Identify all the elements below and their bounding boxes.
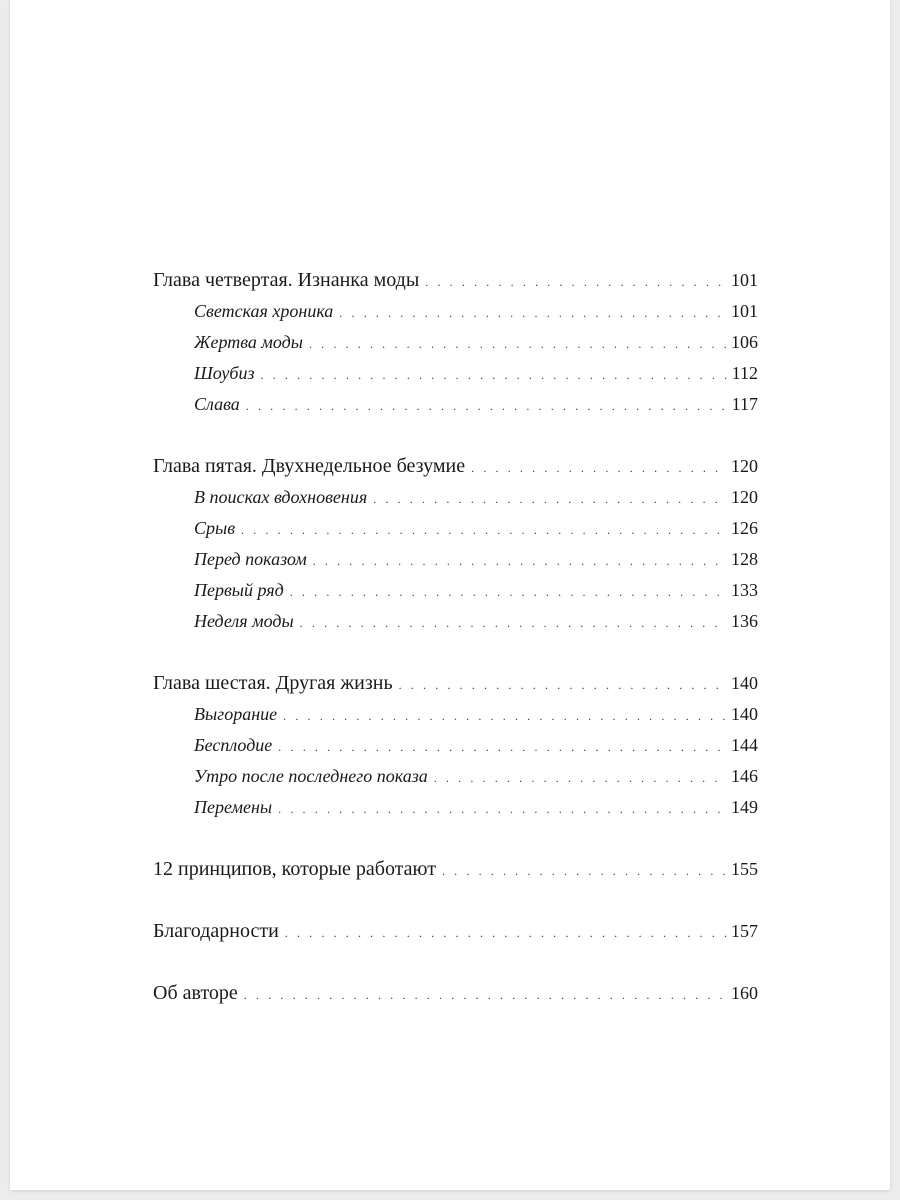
toc-entry-title: Срыв <box>194 518 236 538</box>
toc-section <box>153 699 758 730</box>
toc-section <box>153 482 758 513</box>
toc-chapter-4 <box>153 265 758 296</box>
toc-entry-page: 101 <box>731 301 758 321</box>
toc-entry-title: Первый ряд <box>194 580 284 600</box>
toc-entry-title: Глава шестая. Другая жизнь <box>153 672 393 694</box>
toc-section <box>153 730 758 761</box>
toc-entry-title: Бесплодие <box>194 735 273 755</box>
toc-section <box>153 296 758 327</box>
dot-leader <box>434 763 727 794</box>
toc-entry-title: Перемены <box>194 797 273 817</box>
dot-leader <box>399 670 727 701</box>
dot-leader <box>260 360 727 391</box>
toc-spacer <box>153 885 758 916</box>
dot-leader <box>278 732 727 763</box>
dot-leader <box>339 298 727 329</box>
dot-leader <box>471 453 727 484</box>
toc-entry-title: Жертва моды <box>194 332 303 352</box>
toc-principles <box>153 854 758 885</box>
toc-section <box>153 513 758 544</box>
toc-entry-page: 146 <box>731 766 758 786</box>
toc-entry-page: 112 <box>731 363 758 383</box>
dot-leader <box>283 701 727 732</box>
toc-section <box>153 389 758 420</box>
toc-section <box>153 544 758 575</box>
toc-spacer <box>153 947 758 978</box>
toc-entry-title: 12 принципов, которые работают <box>153 858 436 880</box>
dot-leader <box>425 267 727 298</box>
dot-leader <box>300 608 727 639</box>
toc-entry-title: Светская хроника <box>194 301 334 321</box>
toc-entry-title: Утро после последнего показа <box>194 766 428 786</box>
toc-spacer <box>153 823 758 854</box>
dot-leader <box>246 391 728 422</box>
toc-section <box>153 792 758 823</box>
toc-spacer <box>153 420 758 451</box>
toc-entry-title: Благодарности <box>153 920 279 942</box>
dot-leader <box>313 546 727 577</box>
toc-spacer <box>153 637 758 668</box>
dot-leader <box>290 577 727 608</box>
table-of-contents <box>153 265 758 1009</box>
toc-section <box>153 606 758 637</box>
toc-entry-title: Неделя моды <box>194 611 294 631</box>
toc-entry-title: Выгорание <box>194 704 278 724</box>
dot-leader <box>278 794 727 825</box>
toc-entry-title: Глава пятая. Двухнедельное безумие <box>153 455 466 477</box>
toc-section <box>153 761 758 792</box>
toc-entry-page: 126 <box>731 518 758 538</box>
toc-entry-page: 157 <box>731 921 758 941</box>
dot-leader <box>244 980 727 1011</box>
toc-entry-page: 133 <box>731 580 758 600</box>
toc-entry-title: Глава четвертая. Изнанка моды <box>153 269 420 291</box>
dot-leader <box>285 918 727 949</box>
toc-chapter-5 <box>153 451 758 482</box>
toc-entry-page: 106 <box>731 332 758 352</box>
toc-section <box>153 358 758 389</box>
toc-entry-title: Об авторе <box>153 982 238 1004</box>
dot-leader <box>309 329 727 360</box>
toc-entry-page: 155 <box>731 859 758 879</box>
toc-entry-page: 149 <box>731 797 758 817</box>
toc-chapter-6 <box>153 668 758 699</box>
toc-entry-page: 120 <box>731 456 758 476</box>
dot-leader <box>241 515 727 546</box>
toc-entry-title: Слава <box>194 394 240 414</box>
toc-entry-page: 128 <box>731 549 758 569</box>
dot-leader <box>373 484 727 515</box>
toc-entry-title: В поисках вдохновения <box>194 487 368 507</box>
toc-entry-title: Шоубиз <box>194 363 255 383</box>
dot-leader <box>442 856 727 887</box>
toc-section <box>153 327 758 358</box>
book-page <box>10 0 890 1190</box>
toc-entry-page: 144 <box>731 735 758 755</box>
toc-entry-page: 120 <box>731 487 758 507</box>
toc-entry-page: 101 <box>731 270 758 290</box>
toc-entry-title: Перед показом <box>194 549 307 569</box>
toc-entry-page: 160 <box>731 983 758 1003</box>
toc-entry-page: 140 <box>731 704 758 724</box>
toc-acknowledgements <box>153 916 758 947</box>
toc-section <box>153 575 758 606</box>
toc-about-author <box>153 978 758 1009</box>
toc-entry-page: 140 <box>731 673 758 693</box>
toc-entry-page: 117 <box>731 394 758 414</box>
toc-entry-page: 136 <box>731 611 758 631</box>
